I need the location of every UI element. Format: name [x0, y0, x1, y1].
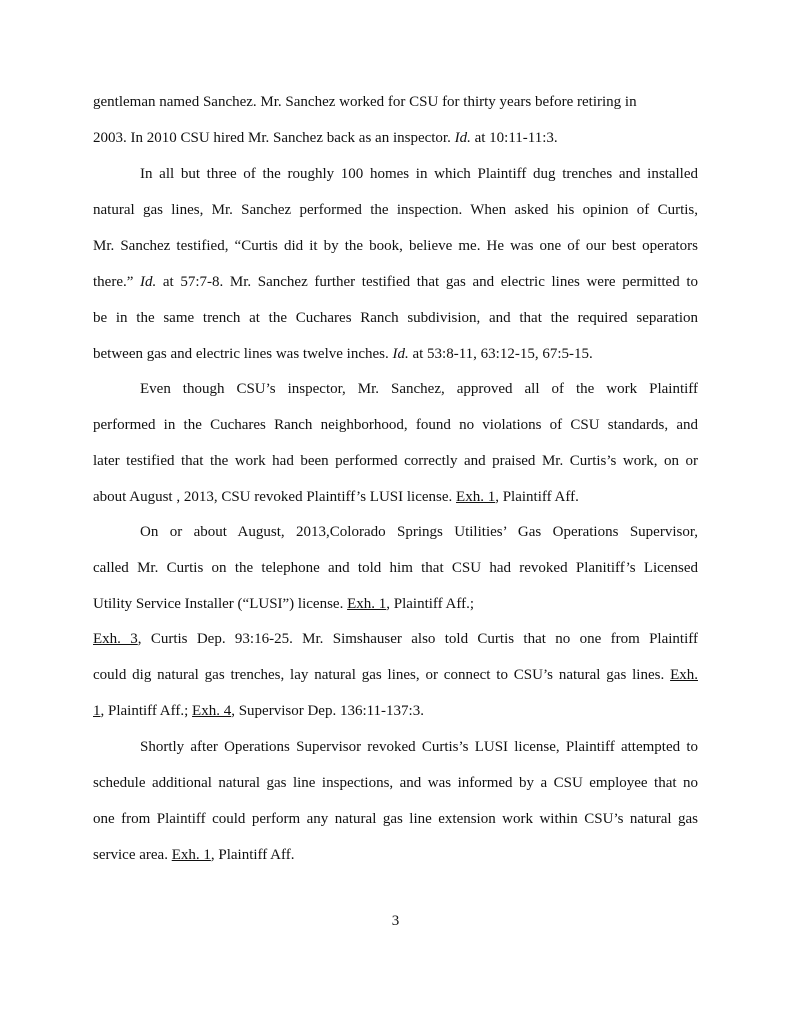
text-line: Shortly after Operations Supervisor revoked Curtis’s LUSI license, Plaintiff attempted to	[140, 739, 698, 755]
paragraph-inspection	[93, 156, 698, 372]
text-line	[93, 120, 698, 156]
text-segment: at 53:8-11, 63:12-15, 67:5-15.	[408, 346, 593, 362]
text-segment: about August , 2013, CSU revoked Plaintiff’s LUSI license.	[93, 489, 457, 505]
exhibit-link[interactable]: Exh. 1	[347, 596, 387, 612]
paragraph-license-revoked	[93, 371, 698, 515]
text-segment: could dig natural gas trenches, lay natural gas lines, or connect to CSU’s natural gas lines.	[93, 667, 671, 683]
paragraph-supervisor-call	[93, 514, 698, 622]
exhibit-link[interactable]: Exh. 1	[171, 847, 211, 863]
text-segment: , Supervisor Dep. 136:11-137:3.	[231, 703, 424, 719]
text-line	[93, 586, 698, 622]
citation-id: Id.	[392, 346, 409, 362]
text-line: called Mr. Curtis on the telephone and told him that CSU had revoked Planitiff’s Licensed	[93, 560, 698, 576]
text-segment: , Plaintiff Aff.;	[100, 703, 193, 719]
paragraph-inspections-denied	[93, 729, 698, 873]
text-line: be in the same trench at the Cuchares Ranch subdivision, and that the required separation	[93, 310, 698, 326]
text-line: gentleman named Sanchez. Mr. Sanchez worked for CSU for thirty years before retiring in	[93, 94, 637, 110]
exhibit-link[interactable]: Exh. 3	[93, 631, 138, 647]
text-segment: , Curtis Dep. 93:16-25. Mr. Simshauser also told Curtis that no one from Plaintiff	[137, 631, 698, 647]
text-line: schedule additional natural gas line inspections, and was informed by a CSU employee that no	[93, 775, 698, 791]
text-segment: service area.	[93, 847, 172, 863]
text-line	[93, 657, 698, 693]
page-number: 3	[391, 913, 400, 929]
text-segment: at 10:11-11:3.	[470, 130, 558, 146]
text-line: one from Plaintiff could perform any natural gas line extension work within CSU’s natural gas	[93, 811, 698, 827]
text-line	[93, 479, 698, 515]
exhibit-link[interactable]: 1	[93, 703, 101, 719]
exhibit-link[interactable]: Exh.	[670, 667, 698, 683]
text-line	[93, 336, 698, 372]
text-segment: there.”	[93, 274, 141, 290]
text-line: On or about August, 2013,Colorado Springs Utilities’ Gas Operations Supervisor,	[140, 524, 698, 540]
text-line: natural gas lines, Mr. Sanchez performed the inspection. When asked his opinion of Curtis,	[93, 202, 698, 218]
text-line	[93, 693, 698, 729]
text-segment: at 57:7-8. Mr. Sanchez further testified that gas and electric lines were permitted to	[156, 274, 698, 290]
text-segment: between gas and electric lines was twelve inches.	[93, 346, 393, 362]
text-line	[93, 264, 698, 300]
citation-id: Id.	[140, 274, 157, 290]
text-line	[93, 621, 698, 657]
paragraph-sanchez-background	[93, 84, 698, 156]
text-segment: , Plaintiff Aff.	[495, 489, 579, 505]
text-line	[93, 837, 698, 873]
text-segment: 2003. In 2010 CSU hired Mr. Sanchez back as an inspector.	[93, 130, 455, 146]
citation-id: Id.	[454, 130, 471, 146]
paragraph-simshauser	[93, 621, 698, 729]
exhibit-link[interactable]: Exh. 1	[456, 489, 496, 505]
text-segment: , Plaintiff Aff.	[210, 847, 295, 863]
text-line: later testified that the work had been performed correctly and praised Mr. Curtis’s work, on or	[93, 453, 698, 469]
text-line: performed in the Cuchares Ranch neighborhood, found no violations of CSU standards, and	[93, 417, 698, 433]
text-line: In all but three of the roughly 100 homes in which Plaintiff dug trenches and installed	[140, 166, 698, 182]
text-line: Even though CSU’s inspector, Mr. Sanchez, approved all of the work Plaintiff	[140, 381, 698, 397]
text-line: Mr. Sanchez testified, “Curtis did it by the book, believe me. He was one of our best operators	[93, 238, 698, 254]
exhibit-link[interactable]: Exh. 4	[192, 703, 232, 719]
text-segment: Utility Service Installer (“LUSI”) license.	[93, 596, 348, 612]
text-segment: , Plaintiff Aff.;	[386, 596, 475, 612]
